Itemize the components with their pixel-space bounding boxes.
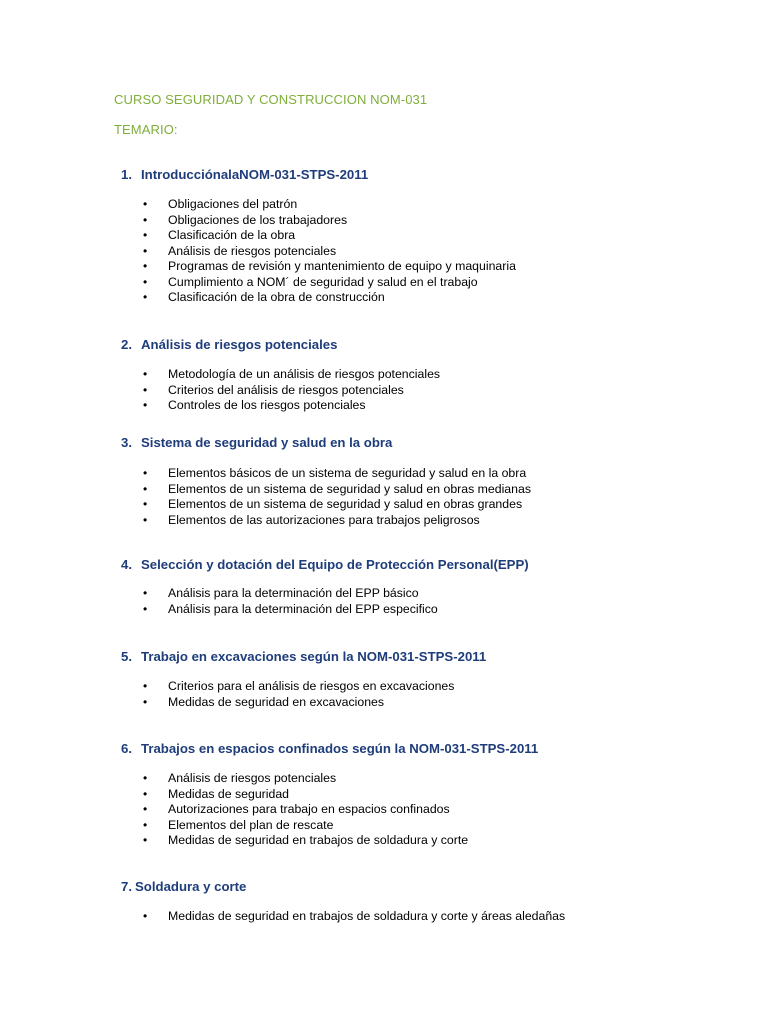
bullet-icon: • bbox=[143, 679, 148, 693]
bullet-icon: • bbox=[143, 512, 148, 527]
section-title: Análisis de riesgos potenciales bbox=[141, 337, 338, 352]
section-number: 6. bbox=[121, 741, 132, 756]
bullet-icon: • bbox=[143, 802, 148, 816]
section-number: 3. bbox=[121, 435, 132, 450]
list-item-text: Medidas de seguridad bbox=[168, 786, 289, 801]
bullet-icon: • bbox=[143, 833, 148, 847]
bullet-icon: • bbox=[143, 212, 148, 227]
bullet-icon: • bbox=[143, 367, 148, 381]
list-item-text: Análisis de riesgos potenciales bbox=[168, 771, 337, 785]
bullet-icon: • bbox=[143, 274, 148, 289]
list-item-text: Criterios para el análisis de riesgos en excavaciones bbox=[168, 679, 455, 693]
section-heading-3 bbox=[121, 435, 392, 450]
list-item-text: Metodología de un análisis de riesgos potenciales bbox=[168, 367, 441, 381]
bullet-icon: • bbox=[143, 259, 148, 273]
section-number: 1. bbox=[121, 167, 132, 182]
section-title: Trabajo en excavaciones según la NOM-031-STPS-2011 bbox=[141, 649, 487, 664]
list-item-text: Criterios del análisis de riesgos potenciales bbox=[168, 382, 404, 397]
bullet-icon: • bbox=[143, 228, 148, 242]
list-item-text: Cumplimiento a NOM´ de seguridad y salud en el trabajo bbox=[168, 274, 478, 289]
section-heading-4 bbox=[121, 557, 529, 572]
document-title: CURSO SEGURIDAD Y CONSTRUCCION NOM-031 bbox=[114, 92, 428, 107]
list-item-text: Análisis de riesgos potenciales bbox=[168, 243, 337, 258]
bullet-icon: • bbox=[143, 786, 148, 801]
section-heading-2 bbox=[121, 337, 337, 352]
list-item-text: Elementos básicos de un sistema de seguridad y salud en la obra bbox=[168, 466, 527, 480]
bullet-icon: • bbox=[143, 290, 148, 304]
bullet-icon: • bbox=[143, 909, 148, 923]
bullet-icon: • bbox=[143, 771, 148, 785]
list-item-text: Programas de revisión y mantenimiento de equipo y maquinaria bbox=[168, 259, 516, 273]
list-item-text: Autorizaciones para trabajo en espacios confinados bbox=[168, 802, 450, 816]
section-number: 4. bbox=[121, 557, 132, 572]
section-number: 2. bbox=[121, 337, 132, 352]
list-item-text: Medidas de seguridad en excavaciones bbox=[168, 694, 385, 709]
section-number: 5. bbox=[121, 649, 132, 664]
bullet-icon: • bbox=[143, 398, 148, 412]
list-item-text: Obligaciones del patrón bbox=[168, 197, 298, 211]
list-item-text: Medidas de seguridad en trabajos de soldadura y corte y áreas aledañas bbox=[168, 909, 566, 923]
list-item-text: Elementos de un sistema de seguridad y salud en obras grandes bbox=[168, 497, 523, 511]
section-number: 7. bbox=[121, 879, 132, 894]
bullet-icon: • bbox=[143, 197, 148, 211]
bullet-icon: • bbox=[143, 481, 148, 496]
bullet-icon: • bbox=[143, 466, 148, 480]
bullet-icon: • bbox=[143, 817, 148, 832]
section-title: Soldadura y corte bbox=[135, 879, 247, 894]
section-heading-5 bbox=[121, 649, 486, 664]
section-heading-7 bbox=[121, 879, 246, 894]
bullet-icon: • bbox=[143, 694, 148, 709]
list-item-text: Elementos del plan de rescate bbox=[168, 817, 334, 832]
section-title: Sistema de seguridad y salud en la obra bbox=[141, 435, 393, 450]
bullet-icon: • bbox=[143, 586, 148, 600]
document-subtitle: TEMARIO: bbox=[114, 122, 178, 137]
list-item-text: Elementos de las autorizaciones para trabajos peligrosos bbox=[168, 512, 480, 527]
list-item-text: Análisis para la determinación del EPP básico bbox=[168, 586, 419, 600]
bullet-icon: • bbox=[143, 243, 148, 258]
list-item-text: Elementos de un sistema de seguridad y salud en obras medianas bbox=[168, 481, 531, 496]
list-item-text: Análisis para la determinación del EPP especifico bbox=[168, 601, 438, 616]
list-item-text: Controles de los riesgos potenciales bbox=[168, 398, 366, 412]
bullet-icon: • bbox=[143, 382, 148, 397]
section-title: Selección y dotación del Equipo de Protección Personal(EPP) bbox=[141, 557, 529, 572]
section-heading-6 bbox=[121, 741, 538, 756]
section-title: Trabajos en espacios confinados según la NOM-031-STPS-2011 bbox=[141, 741, 539, 756]
section-title: IntroducciónalaNOM-031-STPS-2011 bbox=[141, 167, 369, 182]
list-item-text: Clasificación de la obra de construcción bbox=[168, 290, 385, 304]
bullet-icon: • bbox=[143, 601, 148, 616]
bullet-icon: • bbox=[143, 497, 148, 511]
list-item-text: Medidas de seguridad en trabajos de soldadura y corte bbox=[168, 833, 469, 847]
list-item-text: Clasificación de la obra bbox=[168, 228, 296, 242]
list-item-text: Obligaciones de los trabajadores bbox=[168, 212, 348, 227]
section-heading-1 bbox=[121, 167, 368, 182]
